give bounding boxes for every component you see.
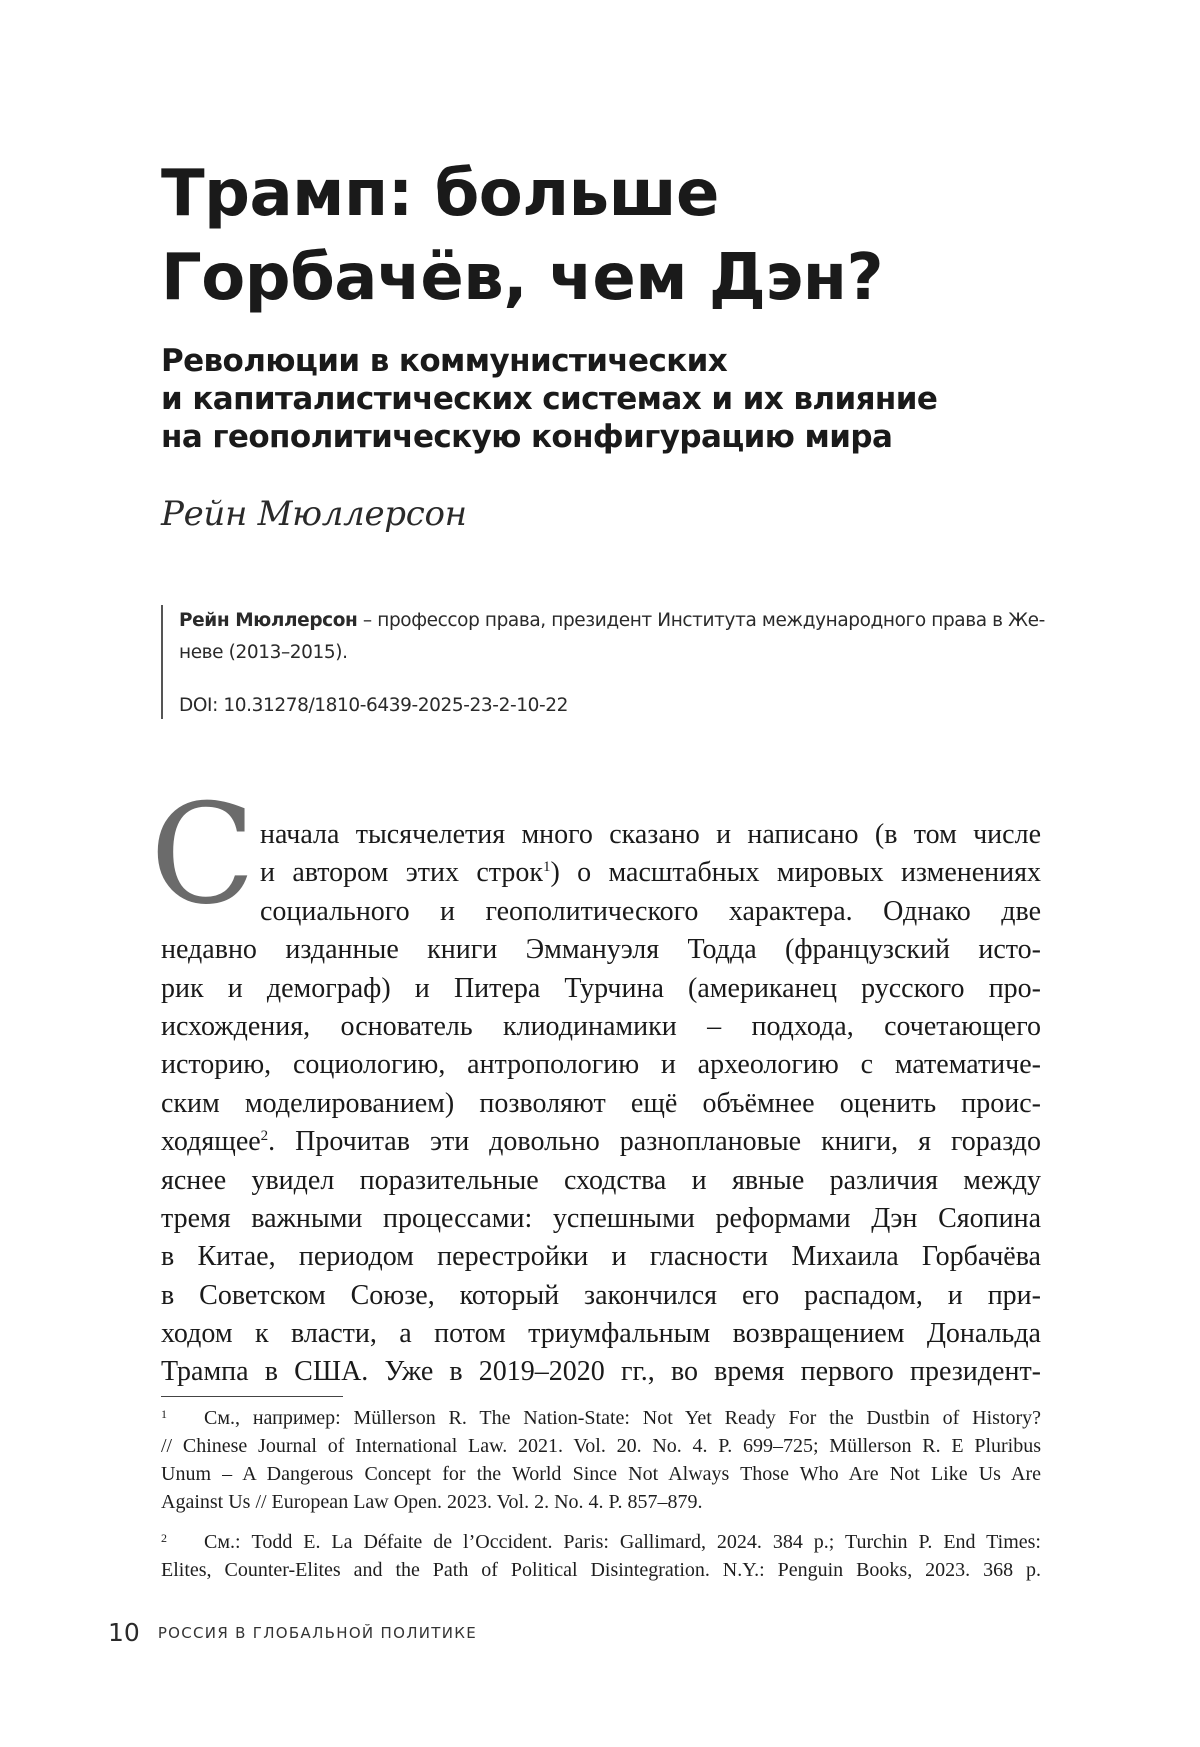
journal-name: РОССИЯ В ГЛОБАЛЬНОЙ ПОЛИТИКЕ <box>157 1623 478 1642</box>
footnote-ref[interactable]: 2 <box>260 1128 269 1145</box>
article-author: Рейн Мюллерсон <box>161 494 467 534</box>
footnote-line: См., например: Müllerson R. The Nation-State: Not Yet Ready For the Dustbin of History? <box>204 1407 1041 1429</box>
body-line: социального и геополитического характера. Однако две <box>260 895 1041 927</box>
author-bio <box>179 605 1049 669</box>
subtitle-line: Революции в коммунистических <box>161 343 728 379</box>
body-text-run: . Прочитав эти довольно разноплановые книги, я гораздо <box>268 1126 1041 1158</box>
body-line: историю, социологию, антропологию и археологию с математиче- <box>161 1049 1041 1081</box>
footnote-line: Elites, Counter-Elites and the Path of Political Disintegration. N.Y.: Penguin Books, 2023. 368 p. <box>161 1559 1041 1581</box>
body-line: ским моделированием) позволяют ещё объёмнее оценить проис- <box>161 1087 1041 1119</box>
body-text-run: ходящее <box>161 1126 261 1158</box>
body-line: тремя важными процессами: успешными реформами Дэн Сяопина <box>161 1202 1041 1234</box>
author-bio-name: Рейн Мюллерсон <box>179 610 358 631</box>
footnote-divider <box>161 1396 343 1397</box>
article-body <box>161 816 1041 1392</box>
body-line: ходом к власти, а потом триумфальным возвращением Дональда <box>161 1318 1041 1350</box>
footnote-number: 1 <box>161 1407 167 1421</box>
article-title <box>161 152 1061 320</box>
body-line: в Советском Союзе, который закончился его распадом, и при- <box>161 1279 1041 1311</box>
footnote-line: См.: Todd E. La Défaite de l’Occident. Paris: Gallimard, 2024. 384 p.; Turchin P. End Times: <box>204 1531 1041 1553</box>
body-line: исхождения, основатель клиодинамики – подхода, сочетающего <box>161 1010 1041 1042</box>
author-bio-line: неве (2013–2015). <box>179 642 348 663</box>
body-line: в Китае, периодом перестройки и гласности Михаила Горбачёва <box>161 1241 1041 1273</box>
body-line <box>161 854 1041 892</box>
page-footer <box>108 1618 477 1647</box>
footnote-line: Against Us // European Law Open. 2023. Vol. 2. No. 4. P. 857–879. <box>161 1491 703 1513</box>
body-line: начала тысячелетия много сказано и написано (в том числе <box>260 819 1041 850</box>
footnotes <box>161 1404 1041 1596</box>
footnote-line: Unum – A Dangerous Concept for the World Since Not Always Those Who Are Not Like Us Are <box>161 1463 1041 1485</box>
page-number: 10 <box>108 1618 140 1647</box>
footnote-line: // Chinese Journal of International Law. 2021. Vol. 20. No. 4. P. 699–725; Müllerson R. E Pluribus <box>161 1435 1041 1457</box>
title-line: Трамп: больше <box>161 157 719 231</box>
title-line: Горбачёв, чем Дэн? <box>161 241 884 315</box>
subtitle-line: и капиталистических системах и их влияние <box>161 381 938 417</box>
body-line: яснее увидел поразительные сходства и явные различия между <box>161 1164 1041 1196</box>
body-line <box>161 1123 1041 1161</box>
footnote-number: 2 <box>161 1531 167 1545</box>
footnote-2 <box>161 1528 1041 1584</box>
doi-link[interactable]: DOI: 10.31278/1810-6439-2025-23-2-10-22 <box>179 695 568 716</box>
author-bio-text: – профессор права, президент Института международного права в Же- <box>357 610 1045 631</box>
article-subtitle <box>161 342 1061 456</box>
body-line: рик и демограф) и Питера Турчина (американец русского про- <box>161 972 1041 1004</box>
subtitle-line: на геополитическую конфигурацию мира <box>161 419 893 455</box>
body-text-run: ) о масштабных мировых изменениях <box>550 857 1042 889</box>
drop-cap-letter: С <box>150 774 256 935</box>
footnote-ref[interactable]: 1 <box>542 859 551 876</box>
author-info-box <box>161 605 1043 719</box>
body-text-run: и автором этих строк <box>260 857 543 889</box>
footnote-1 <box>161 1404 1041 1516</box>
body-line: Трампа в США. Уже в 2019–2020 гг., во время первого президент- <box>161 1356 1041 1388</box>
body-line: недавно изданные книги Эммануэля Тодда (французский исто- <box>161 934 1041 966</box>
author-bio-line <box>179 605 1049 637</box>
